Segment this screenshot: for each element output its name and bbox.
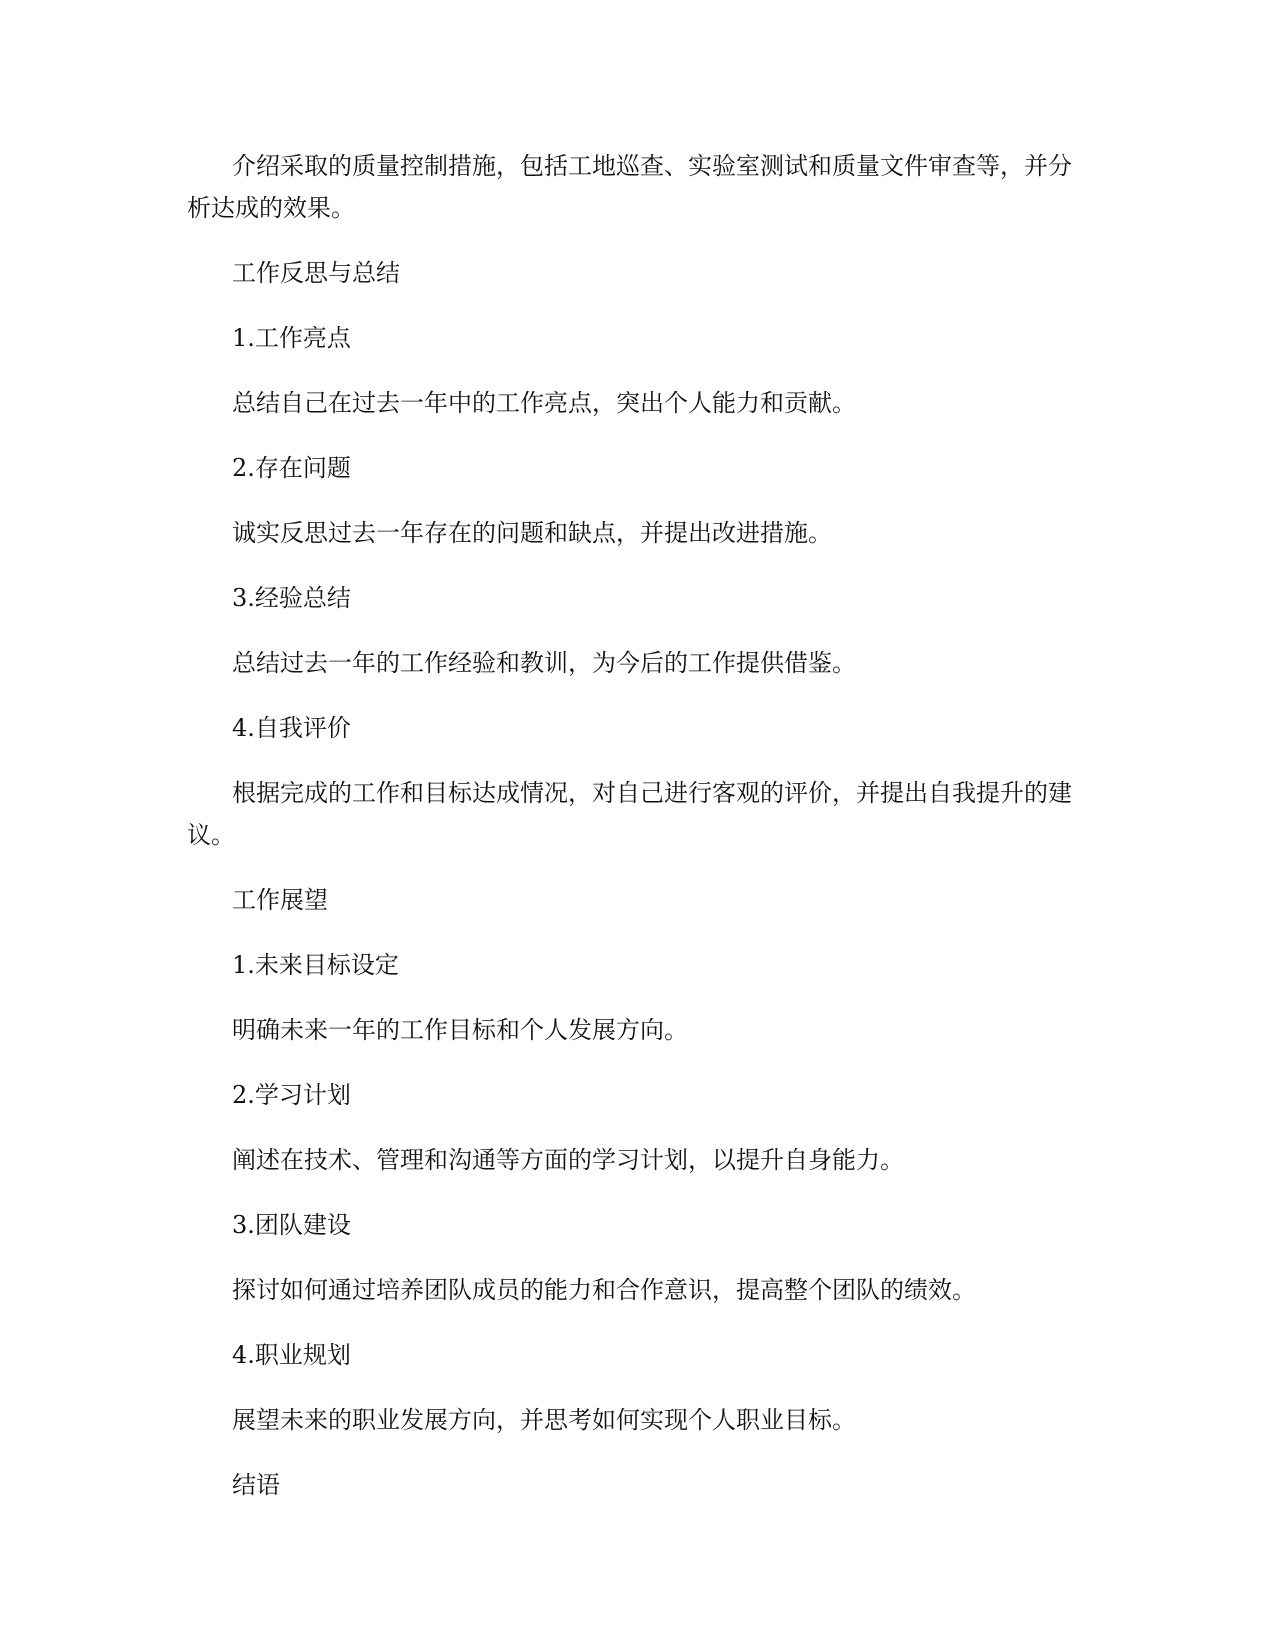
- paragraph-future-goals: 明确未来一年的工作目标和个人发展方向。: [232, 1016, 688, 1044]
- subheading-team-building: 3.团队建设: [232, 1211, 351, 1239]
- subheading-career-planning: 4.职业规划: [232, 1341, 351, 1369]
- paragraph-highlights: 总结自己在过去一年中的工作亮点，突出个人能力和贡献。: [232, 389, 856, 417]
- subheading-experience: 3.经验总结: [232, 584, 351, 612]
- subheading-highlights: 1.工作亮点: [232, 324, 351, 352]
- subheading-future-goals: 1.未来目标设定: [232, 951, 399, 979]
- subheading-learning-plan: 2.学习计划: [232, 1081, 351, 1109]
- paragraph-learning-plan: 阐述在技术、管理和沟通等方面的学习计划，以提升自身能力。: [232, 1146, 904, 1174]
- paragraph-quality-control: 介绍采取的质量控制措施，包括工地巡查、实验室测试和质量文件审查等，并分析达成的效果。: [187, 152, 1072, 222]
- paragraph-problems: 诚实反思过去一年存在的问题和缺点，并提出改进措施。: [232, 519, 832, 547]
- paragraph-experience: 总结过去一年的工作经验和教训，为今后的工作提供借鉴。: [232, 649, 856, 677]
- subheading-self-evaluation: 4.自我评价: [232, 714, 351, 742]
- section-heading-conclusion: 结语: [232, 1471, 280, 1499]
- paragraph-team-building: 探讨如何通过培养团队成员的能力和合作意识，提高整个团队的绩效。: [232, 1276, 976, 1304]
- section-heading-outlook: 工作展望: [232, 886, 328, 914]
- paragraph-career-planning: 展望未来的职业发展方向，并思考如何实现个人职业目标。: [232, 1406, 856, 1434]
- document-body: [187, 145, 1087, 1529]
- subheading-problems: 2.存在问题: [232, 454, 351, 482]
- paragraph-self-evaluation: 根据完成的工作和目标达成情况，对自己进行客观的评价，并提出自我提升的建议。: [187, 779, 1072, 849]
- section-heading-reflection: 工作反思与总结: [232, 259, 400, 287]
